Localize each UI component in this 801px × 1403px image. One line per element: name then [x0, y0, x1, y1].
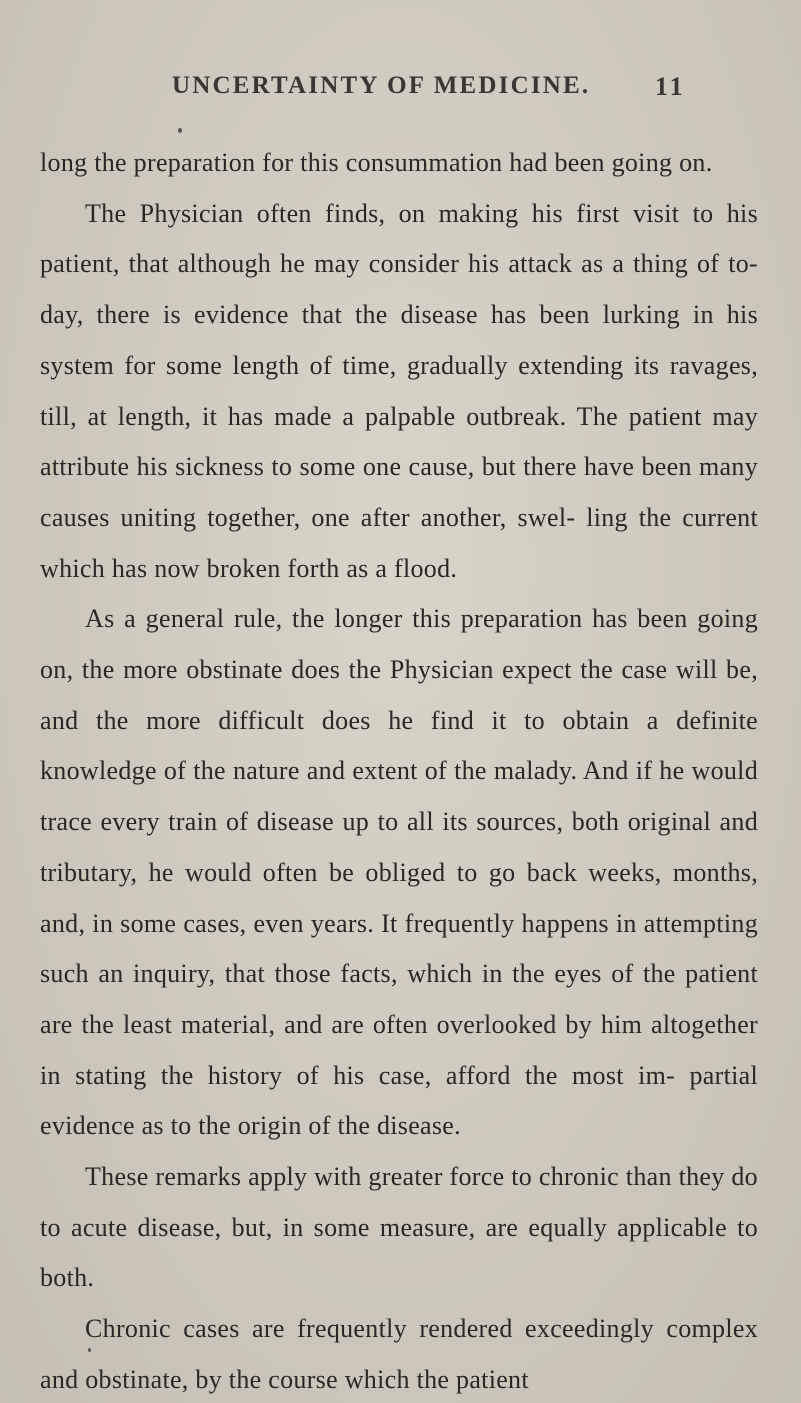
paragraph: Chronic cases are frequently rendered exceedingly complex and obstinate, by the course which the patient — [40, 1314, 758, 1394]
paragraph: The Physician often finds, on making his first visit to his patient, that although he may consider his attack as a thing of to-day, there is evidence that the disease has been lurking in his system for some length of time, gradually extending its ravages, till, at length, it has made a palpable outbreak. The patient may attribute his sickness to some one cause, but there have been many causes uniting together, one after another, swel- ling the current which has now broken forth as a flood. — [40, 198, 758, 583]
paragraph: long the preparation for this consummation had been going on. — [40, 148, 713, 177]
paragraph: As a general rule, the longer this preparation has been going on, the more obstinate does the Physician expect the case will be, and the more difficult does he find it to obtain a definite knowledge of the nature and extent of the malady. And if he would trace every train of disease up to all its sources, both original and tributary, he would often be obliged to go back weeks, months, and, in some cases, even years. It frequently happens in attempting such an inquiry, that those facts, which in the eyes of the patient are the least material, and are often overlooked by him altogether in stating the history of his case, afford the most im- partial evidence as to the origin of the disease. — [40, 604, 758, 1141]
running-head — [0, 72, 801, 112]
paragraph: These remarks apply with greater force to chronic than they do to acute disease, but, in some measure, are equally applicable to both. — [40, 1162, 758, 1293]
page-number: 11 — [655, 72, 686, 101]
ink-speck — [178, 128, 182, 133]
running-title: UNCERTAINTY OF MEDICINE. — [172, 72, 591, 99]
body-text — [40, 138, 758, 1403]
